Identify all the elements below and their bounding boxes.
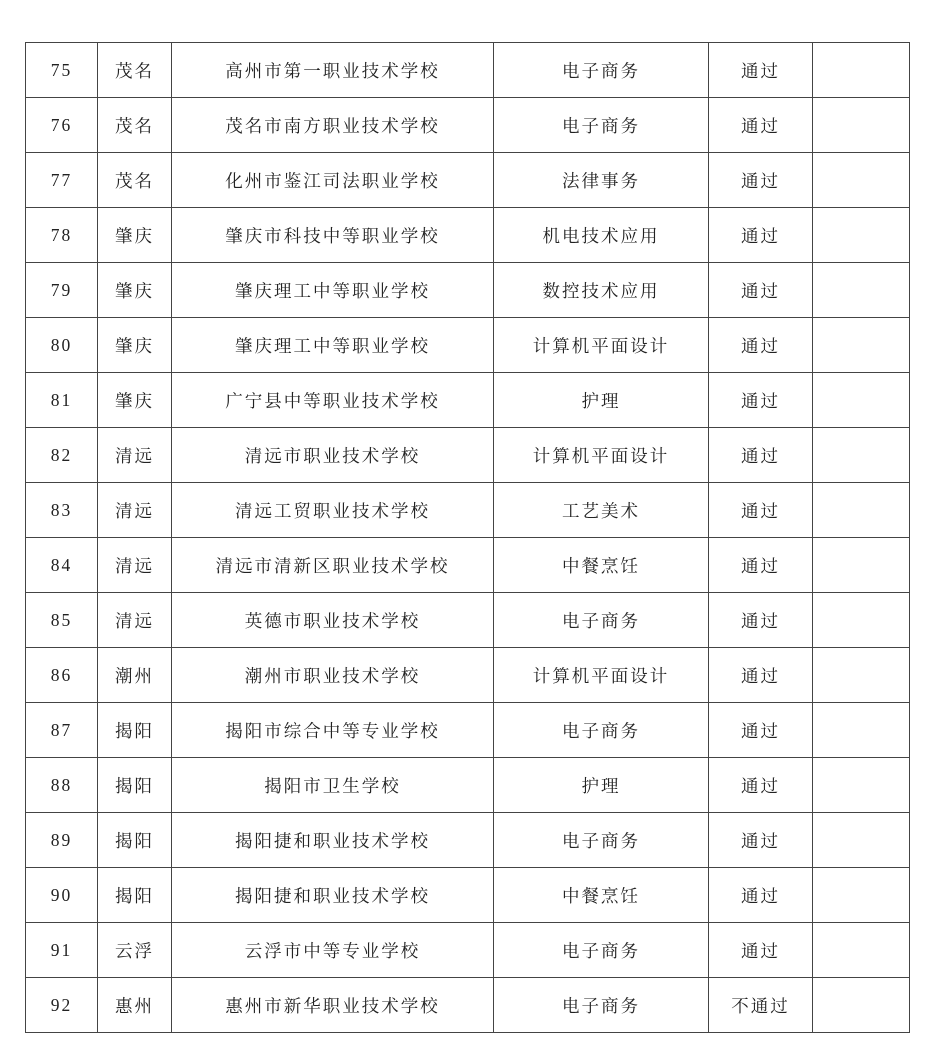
- major-cell: 电子商务: [494, 43, 709, 98]
- school-name-cell: 高州市第一职业技术学校: [172, 43, 494, 98]
- row-number: 89: [26, 813, 98, 868]
- city-cell: 清远: [98, 428, 172, 483]
- row-number: 76: [26, 98, 98, 153]
- note-cell: [813, 538, 910, 593]
- row-number: 88: [26, 758, 98, 813]
- city-cell: 清远: [98, 483, 172, 538]
- result-cell: 不通过: [709, 978, 813, 1033]
- major-cell: 电子商务: [494, 703, 709, 758]
- note-cell: [813, 43, 910, 98]
- note-cell: [813, 428, 910, 483]
- result-cell: 通过: [709, 648, 813, 703]
- result-cell: 通过: [709, 208, 813, 263]
- major-cell: 护理: [494, 758, 709, 813]
- result-cell: 通过: [709, 813, 813, 868]
- result-cell: 通过: [709, 758, 813, 813]
- school-name-cell: 清远市清新区职业技术学校: [172, 538, 494, 593]
- major-cell: 计算机平面设计: [494, 428, 709, 483]
- table-row: [26, 758, 910, 813]
- note-cell: [813, 153, 910, 208]
- row-number: 87: [26, 703, 98, 758]
- city-cell: 揭阳: [98, 758, 172, 813]
- city-cell: 云浮: [98, 923, 172, 978]
- major-cell: 数控技术应用: [494, 263, 709, 318]
- result-cell: 通过: [709, 43, 813, 98]
- city-cell: 茂名: [98, 43, 172, 98]
- result-cell: 通过: [709, 428, 813, 483]
- school-name-cell: 肇庆理工中等职业学校: [172, 263, 494, 318]
- note-cell: [813, 868, 910, 923]
- note-cell: [813, 208, 910, 263]
- note-cell: [813, 978, 910, 1033]
- major-cell: 中餐烹饪: [494, 538, 709, 593]
- results-table: [25, 42, 910, 1033]
- city-cell: 清远: [98, 538, 172, 593]
- row-number: 78: [26, 208, 98, 263]
- row-number: 86: [26, 648, 98, 703]
- row-number: 79: [26, 263, 98, 318]
- result-cell: 通过: [709, 868, 813, 923]
- note-cell: [813, 98, 910, 153]
- result-cell: 通过: [709, 373, 813, 428]
- table-row: [26, 153, 910, 208]
- table-row: [26, 428, 910, 483]
- school-name-cell: 肇庆市科技中等职业学校: [172, 208, 494, 263]
- city-cell: 茂名: [98, 153, 172, 208]
- note-cell: [813, 318, 910, 373]
- table-row: [26, 868, 910, 923]
- note-cell: [813, 923, 910, 978]
- school-name-cell: 揭阳市卫生学校: [172, 758, 494, 813]
- school-name-cell: 清远市职业技术学校: [172, 428, 494, 483]
- note-cell: [813, 813, 910, 868]
- major-cell: 电子商务: [494, 593, 709, 648]
- result-cell: 通过: [709, 318, 813, 373]
- note-cell: [813, 373, 910, 428]
- school-name-cell: 茂名市南方职业技术学校: [172, 98, 494, 153]
- school-name-cell: 揭阳捷和职业技术学校: [172, 868, 494, 923]
- school-name-cell: 潮州市职业技术学校: [172, 648, 494, 703]
- note-cell: [813, 593, 910, 648]
- table-row: [26, 208, 910, 263]
- school-name-cell: 惠州市新华职业技术学校: [172, 978, 494, 1033]
- row-number: 92: [26, 978, 98, 1033]
- school-name-cell: 揭阳市综合中等专业学校: [172, 703, 494, 758]
- major-cell: 电子商务: [494, 978, 709, 1033]
- row-number: 81: [26, 373, 98, 428]
- major-cell: 护理: [494, 373, 709, 428]
- major-cell: 机电技术应用: [494, 208, 709, 263]
- table-row: [26, 538, 910, 593]
- city-cell: 惠州: [98, 978, 172, 1033]
- city-cell: 揭阳: [98, 813, 172, 868]
- city-cell: 清远: [98, 593, 172, 648]
- major-cell: 计算机平面设计: [494, 648, 709, 703]
- major-cell: 电子商务: [494, 98, 709, 153]
- table-row: [26, 43, 910, 98]
- major-cell: 法律事务: [494, 153, 709, 208]
- table-row: [26, 813, 910, 868]
- result-cell: 通过: [709, 923, 813, 978]
- major-cell: 中餐烹饪: [494, 868, 709, 923]
- major-cell: 计算机平面设计: [494, 318, 709, 373]
- results-table-body: [26, 43, 910, 1033]
- result-cell: 通过: [709, 593, 813, 648]
- school-name-cell: 化州市鉴江司法职业学校: [172, 153, 494, 208]
- city-cell: 潮州: [98, 648, 172, 703]
- major-cell: 工艺美术: [494, 483, 709, 538]
- row-number: 82: [26, 428, 98, 483]
- school-name-cell: 云浮市中等专业学校: [172, 923, 494, 978]
- school-name-cell: 清远工贸职业技术学校: [172, 483, 494, 538]
- table-row: [26, 263, 910, 318]
- note-cell: [813, 263, 910, 318]
- row-number: 84: [26, 538, 98, 593]
- table-row: [26, 923, 910, 978]
- city-cell: 揭阳: [98, 868, 172, 923]
- row-number: 75: [26, 43, 98, 98]
- city-cell: 肇庆: [98, 263, 172, 318]
- major-cell: 电子商务: [494, 923, 709, 978]
- city-cell: 茂名: [98, 98, 172, 153]
- table-row: [26, 483, 910, 538]
- note-cell: [813, 703, 910, 758]
- table-row: [26, 593, 910, 648]
- note-cell: [813, 648, 910, 703]
- note-cell: [813, 758, 910, 813]
- row-number: 77: [26, 153, 98, 208]
- row-number: 90: [26, 868, 98, 923]
- city-cell: 肇庆: [98, 208, 172, 263]
- school-name-cell: 肇庆理工中等职业学校: [172, 318, 494, 373]
- result-cell: 通过: [709, 153, 813, 208]
- city-cell: 肇庆: [98, 318, 172, 373]
- row-number: 85: [26, 593, 98, 648]
- result-cell: 通过: [709, 98, 813, 153]
- school-name-cell: 英德市职业技术学校: [172, 593, 494, 648]
- row-number: 83: [26, 483, 98, 538]
- major-cell: 电子商务: [494, 813, 709, 868]
- result-cell: 通过: [709, 263, 813, 318]
- table-row: [26, 648, 910, 703]
- table-row: [26, 703, 910, 758]
- note-cell: [813, 483, 910, 538]
- table-row: [26, 978, 910, 1033]
- table-row: [26, 318, 910, 373]
- result-cell: 通过: [709, 703, 813, 758]
- school-name-cell: 广宁县中等职业技术学校: [172, 373, 494, 428]
- school-name-cell: 揭阳捷和职业技术学校: [172, 813, 494, 868]
- row-number: 91: [26, 923, 98, 978]
- table-row: [26, 98, 910, 153]
- result-cell: 通过: [709, 538, 813, 593]
- city-cell: 肇庆: [98, 373, 172, 428]
- result-cell: 通过: [709, 483, 813, 538]
- table-row: [26, 373, 910, 428]
- city-cell: 揭阳: [98, 703, 172, 758]
- row-number: 80: [26, 318, 98, 373]
